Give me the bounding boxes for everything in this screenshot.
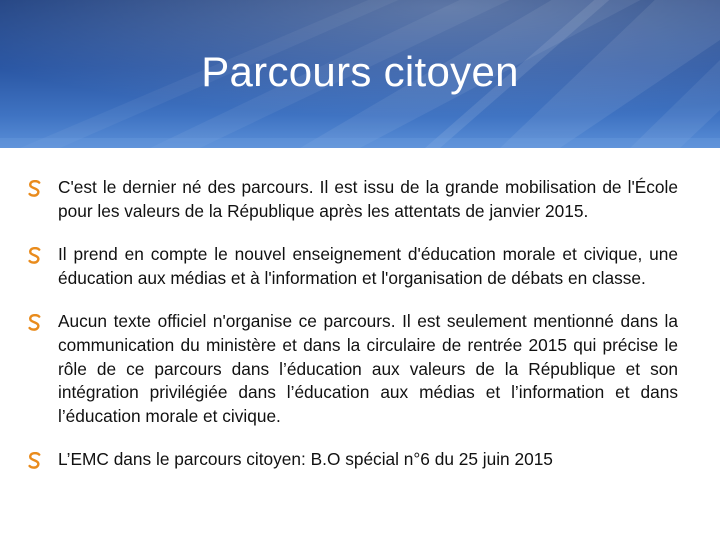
s-swirl-bullet-icon [28,180,41,197]
bullet-text: Il prend en compte le nouvel enseignement d'éducation morale et civique, une éducation aux médias et à l'information et l'organisation de débats en classe. [58,244,678,288]
bullet-item [28,243,678,290]
title-banner [0,0,720,148]
bullet-list [28,176,678,492]
bullet-item [28,176,678,223]
bullet-text: C'est le dernier né des parcours. Il est issu de la grande mobilisation de l'École pour les valeurs de la République après les attentats de janvier 2015. [58,177,678,221]
bullet-item [28,448,678,472]
bullet-text: L’EMC dans le parcours citoyen: B.O spécial n°6 du 25 juin 2015 [58,449,553,470]
bullet-item [28,310,678,428]
s-swirl-bullet-icon [28,247,41,264]
slide-title: Parcours citoyen [201,48,519,95]
s-swirl-bullet-icon [28,452,41,469]
s-swirl-bullet-icon [28,314,41,331]
bullet-text: Aucun texte officiel n'organise ce parcours. Il est seulement mentionné dans la communication du ministère et dans la circulaire de rentrée 2015 qui précise le rôle de ce parcours dans l’éducation aux valeurs de la République et son intégration privilégiée dans l’éducation aux médias et l’information et dans l’éducation morale et civique. [58,311,678,426]
